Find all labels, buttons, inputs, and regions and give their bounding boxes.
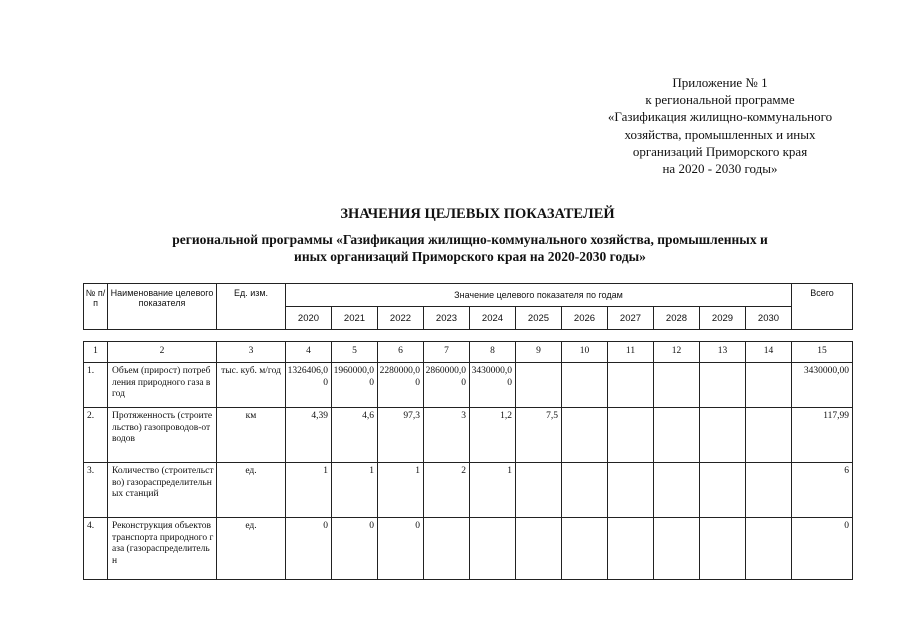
year-value xyxy=(562,518,608,580)
year-value xyxy=(700,408,746,463)
year-value xyxy=(562,363,608,408)
header-year: 2023 xyxy=(424,307,470,330)
indicators-table xyxy=(83,341,853,580)
total-value: 3430000,00 xyxy=(792,363,853,408)
indicator-name: Протяженность (строительство) газопроводов-отводов xyxy=(108,408,217,463)
header-years-group: Значение целевого показателя по годам xyxy=(286,284,792,307)
appendix-line: хозяйства, промышленных и иных xyxy=(624,126,816,142)
column-number: 4 xyxy=(286,342,332,363)
column-number: 8 xyxy=(470,342,516,363)
row-number: 4. xyxy=(84,518,108,580)
year-value xyxy=(746,408,792,463)
year-value xyxy=(470,518,516,580)
year-value: 2280000,00 xyxy=(378,363,424,408)
column-number: 1 xyxy=(84,342,108,363)
header-num: № п/п xyxy=(84,284,108,330)
year-value: 4,39 xyxy=(286,408,332,463)
document-subtitle xyxy=(120,231,820,265)
year-value: 1,2 xyxy=(470,408,516,463)
year-value: 0 xyxy=(332,518,378,580)
column-number: 3 xyxy=(217,342,286,363)
column-number: 5 xyxy=(332,342,378,363)
total-value: 6 xyxy=(792,463,853,518)
header-year: 2020 xyxy=(286,307,332,330)
year-value xyxy=(516,363,562,408)
appendix-line: Приложение № 1 xyxy=(672,75,768,90)
year-value xyxy=(608,463,654,518)
column-number: 2 xyxy=(108,342,217,363)
year-value xyxy=(700,363,746,408)
column-number: 14 xyxy=(746,342,792,363)
year-value xyxy=(746,363,792,408)
year-value: 2 xyxy=(424,463,470,518)
indicator-unit: км xyxy=(217,408,286,463)
year-value xyxy=(562,463,608,518)
indicators-header-table xyxy=(83,283,853,330)
appendix-block xyxy=(560,74,880,177)
year-value xyxy=(516,518,562,580)
table-row xyxy=(84,518,853,580)
year-value: 1 xyxy=(332,463,378,518)
year-value: 1 xyxy=(470,463,516,518)
appendix-line: организаций Приморского края xyxy=(632,143,808,159)
year-value xyxy=(700,518,746,580)
year-value: 3 xyxy=(424,408,470,463)
column-numbers-row xyxy=(84,342,853,363)
year-value xyxy=(608,363,654,408)
year-value: 1 xyxy=(286,463,332,518)
subtitle-line: иных организаций Приморского края на 2020-2030 годы» xyxy=(294,249,646,264)
year-value: 1 xyxy=(378,463,424,518)
year-value xyxy=(424,518,470,580)
year-value: 2860000,00 xyxy=(424,363,470,408)
column-number: 6 xyxy=(378,342,424,363)
table-row xyxy=(84,408,853,463)
appendix-line: на 2020 - 2030 годы» xyxy=(662,161,778,177)
subtitle-line: региональной программы «Газификация жилищно-коммунального хозяйства, промышленных и xyxy=(172,232,768,247)
indicator-unit: ед. xyxy=(217,518,286,580)
year-value xyxy=(700,463,746,518)
year-value: 3430000,00 xyxy=(470,363,516,408)
header-year: 2028 xyxy=(654,307,700,330)
header-year: 2027 xyxy=(608,307,654,330)
header-name: Наименование целевого показателя xyxy=(108,284,217,330)
header-year: 2026 xyxy=(562,307,608,330)
header-year: 2024 xyxy=(470,307,516,330)
column-number: 11 xyxy=(608,342,654,363)
year-value: 0 xyxy=(286,518,332,580)
header-year: 2021 xyxy=(332,307,378,330)
year-value: 4,6 xyxy=(332,408,378,463)
header-total: Всего xyxy=(792,284,853,330)
year-value xyxy=(746,463,792,518)
column-number: 10 xyxy=(562,342,608,363)
year-value xyxy=(654,363,700,408)
year-value xyxy=(746,518,792,580)
total-value: 0 xyxy=(792,518,853,580)
year-value xyxy=(608,408,654,463)
indicator-unit: тыс. куб. м/год xyxy=(217,363,286,408)
column-number: 9 xyxy=(516,342,562,363)
year-value xyxy=(654,463,700,518)
indicator-name: Объем (прирост) потребления природного газа в год xyxy=(108,363,217,408)
row-number: 1. xyxy=(84,363,108,408)
row-number: 2. xyxy=(84,408,108,463)
year-value xyxy=(608,518,654,580)
column-number: 13 xyxy=(700,342,746,363)
indicator-unit: ед. xyxy=(217,463,286,518)
header-year: 2025 xyxy=(516,307,562,330)
column-number: 15 xyxy=(792,342,853,363)
year-value: 7,5 xyxy=(516,408,562,463)
appendix-line: к региональной программе xyxy=(645,92,795,108)
header-year: 2022 xyxy=(378,307,424,330)
row-number: 3. xyxy=(84,463,108,518)
year-value xyxy=(654,408,700,463)
year-value xyxy=(654,518,700,580)
year-value: 97,3 xyxy=(378,408,424,463)
column-number: 7 xyxy=(424,342,470,363)
year-value xyxy=(516,463,562,518)
total-value: 117,99 xyxy=(792,408,853,463)
indicator-name: Реконструкция объектов транспорта природного газа (газораспределительн xyxy=(108,518,217,580)
indicator-name: Количество (строительство) газораспределительных станций xyxy=(108,463,217,518)
header-year: 2030 xyxy=(746,307,792,330)
table-row xyxy=(84,363,853,408)
document-title: ЗНАЧЕНИЯ ЦЕЛЕВЫХ ПОКАЗАТЕЛЕЙ xyxy=(340,206,615,222)
year-value: 1960000,00 xyxy=(332,363,378,408)
header-year: 2029 xyxy=(700,307,746,330)
year-value: 1326406,00 xyxy=(286,363,332,408)
year-value: 0 xyxy=(378,518,424,580)
year-value xyxy=(562,408,608,463)
table-row xyxy=(84,463,853,518)
header-unit: Ед. изм. xyxy=(217,284,286,330)
column-number: 12 xyxy=(654,342,700,363)
appendix-line: «Газификация жилищно-коммунального xyxy=(607,109,833,125)
